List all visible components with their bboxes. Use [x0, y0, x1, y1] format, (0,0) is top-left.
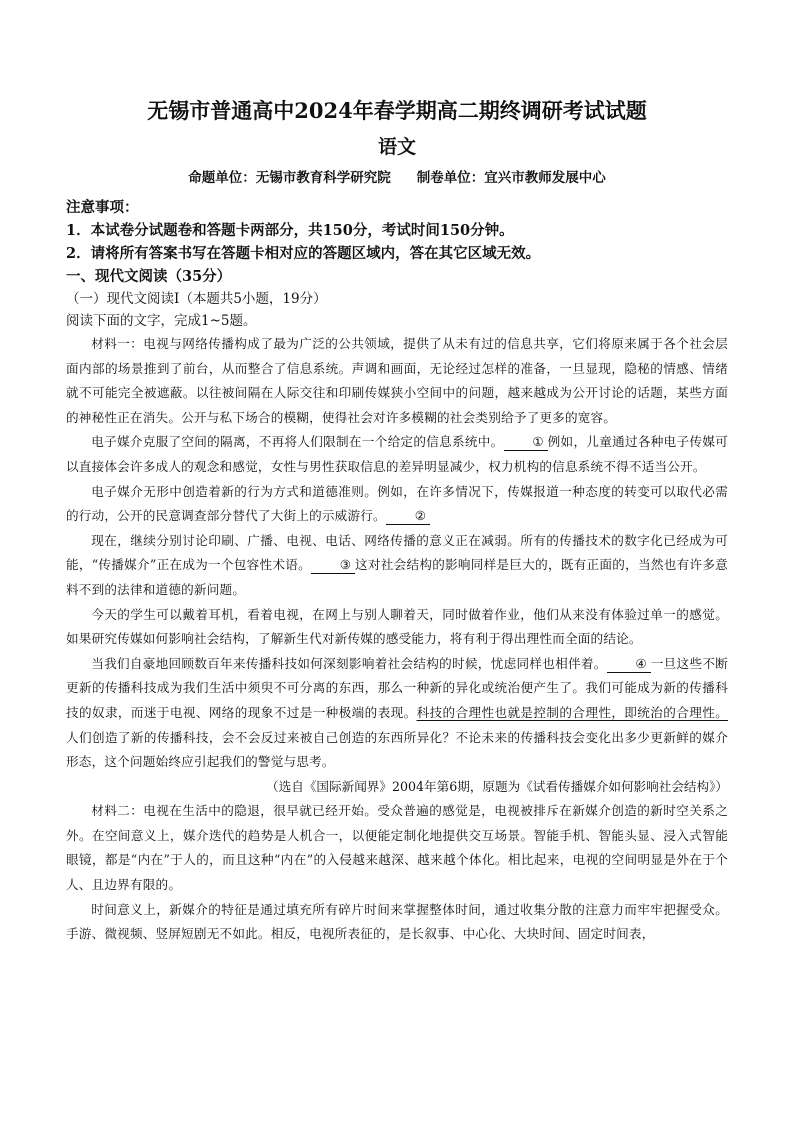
notes-item-1: 1．本试卷分试题卷和答题卡两部分，共150分，考试时间150分钟。 [66, 222, 514, 239]
material1-source: （选自《国际新闻界》2004年第6期，原题为《试看传播媒介如何影响社会结构》） [266, 778, 728, 794]
exam-title: 无锡市普通高中2024年春学期高二期终调研考试试题 [147, 98, 647, 123]
paragraph-text: 一旦这些不断更新的传播科技成为我们生活中须臾不可分离的东西，那么一种新的异化或统治便产生了。我们可能成为新的传播科技的奴隶，而迷于电视、网络的现象不过是一种极端的表现。 [66, 655, 729, 720]
material1-paragraph-1: 材料一：电视与网络传播构成了最为广泛的公共领域，提供了从未有过的信息共享，它们将原来属于各个社会层面内部的场景推到了前台，从而整合了信息系统。声调和画面，无论经过怎样的准备，一旦显现，隐秘的情感、情绪就不可能完全被遮蔽。以往被间隔在人际交往和印刷传媒狭小空间中的问题，越来越成为公开讨论的话题，某些方面的神秘性正在消失。公开与私下场合的模糊，使得社会对许多模糊的社会类别给予了更多的宽容。 [66, 336, 728, 425]
subject-title: 语文 [377, 136, 416, 158]
blank-4: ④ [607, 656, 651, 673]
paragraph-text: 现在，继续分别讨论印刷、广播、电视、电话、网络传播的意义正在减弱。所有的传播技术的数字化已经成为可能，“传播媒介”正在成为一个包容性术语。 [66, 532, 728, 573]
material2-paragraph-2: 时间意义上，新媒介的特征是通过填充所有碎片时间来掌握整体时间，通过收集分散的注意力而牢牢把握受众。手游、微视频、竖屏短剧无不如此。相反，电视所表征的，是长叙事、中心化、大块时间、固定时间表， [66, 901, 728, 942]
setter-unit: 命题单位：无锡市教育科学研究院 [188, 170, 391, 186]
paragraph-text: 当我们自豪地回顾数百年来传播科技如何深刻影响着社会结构的时候，忧虑同样也相伴着。 [91, 655, 607, 671]
paragraph-text: 这对社会结构的影响同样是巨大的，既有正面的，当然也有许多意料不到的法律和道德的新问题。 [66, 557, 728, 597]
material1-paragraph-6 [66, 652, 728, 775]
subsection-title: （一）现代文阅读Ⅰ（本题共5小题，19分） [66, 291, 327, 307]
blank-3: ③ [311, 557, 355, 574]
notes-heading: 注意事项： [66, 199, 139, 216]
material2-paragraph-1: 材料二：电视在生活中的隐退，很早就已经开始。受众普遍的感觉是，电视被排斥在新媒介创造的新时空关系之外。在空间意义上，媒介迭代的趋势是人机合一，以便能定制化地提供交互场景。智能手机、智能头显、浸入式智能眼镜，都是“内在”于人的，而且这种“内在”的入侵越来越深、越来越个体化。相比起来，电视的空间明显是外在于个人、且边界有限的。 [66, 803, 728, 893]
reading-instruction: 阅读下面的文字，完成1~5题。 [66, 313, 257, 329]
notes-item-2: 2．请将所有答案书写在答题卡相对应的答题区域内，答在其它区域无效。 [66, 245, 541, 262]
underlined-sentence: 科技的合理性也就是控制的合理性，即统治的合理性。 [416, 704, 728, 720]
exam-units [66, 168, 728, 188]
paragraph-text: 电子媒介克服了空间的隔离，不再将人们限制在一个给定的信息系统中。 [91, 434, 504, 450]
material1-paragraph-2 [66, 430, 728, 479]
blank-1: ① [504, 434, 548, 451]
material1-paragraph-5: 今天的学生可以戴着耳机，看着电视，在网上与别人聊着天，同时做着作业，他们从来没有体验过单一的感觉。如果研究传媒如何影响社会结构，了解新生代对新传媒的感受能力，将有利于得出理性而全面的结论。 [66, 606, 728, 647]
section-title: 一、现代文阅读（35分） [66, 268, 232, 285]
maker-unit: 制卷单位：宜兴市教师发展中心 [416, 170, 606, 186]
paragraph-text: 例如，儿童通过各种电子传媒可以直接体会许多成人的观念和感觉，女性与男性获取信息的差异明显减少，权力机构的信息系统不得不适当公开。 [66, 434, 728, 474]
blank-2: ② [386, 508, 430, 525]
paragraph-text: 电子媒介无形中创造着新的行为方式和道德准则。例如，在许多情况下，传媒报道一种态度的转变可以取代必需的行动，公开的民意调查部分替代了大街上的示威游行。 [66, 483, 728, 524]
material1-paragraph-4 [66, 529, 728, 603]
material1-paragraph-3 [66, 480, 728, 529]
paragraph-text: 人们创造了新的传播科技，会不会反过来被自己创造的东西所异化？不论未来的传播科技会变化出多少更新鲜的媒介形态，这个问题始终应引起我们的警觉与思考。 [66, 729, 728, 770]
